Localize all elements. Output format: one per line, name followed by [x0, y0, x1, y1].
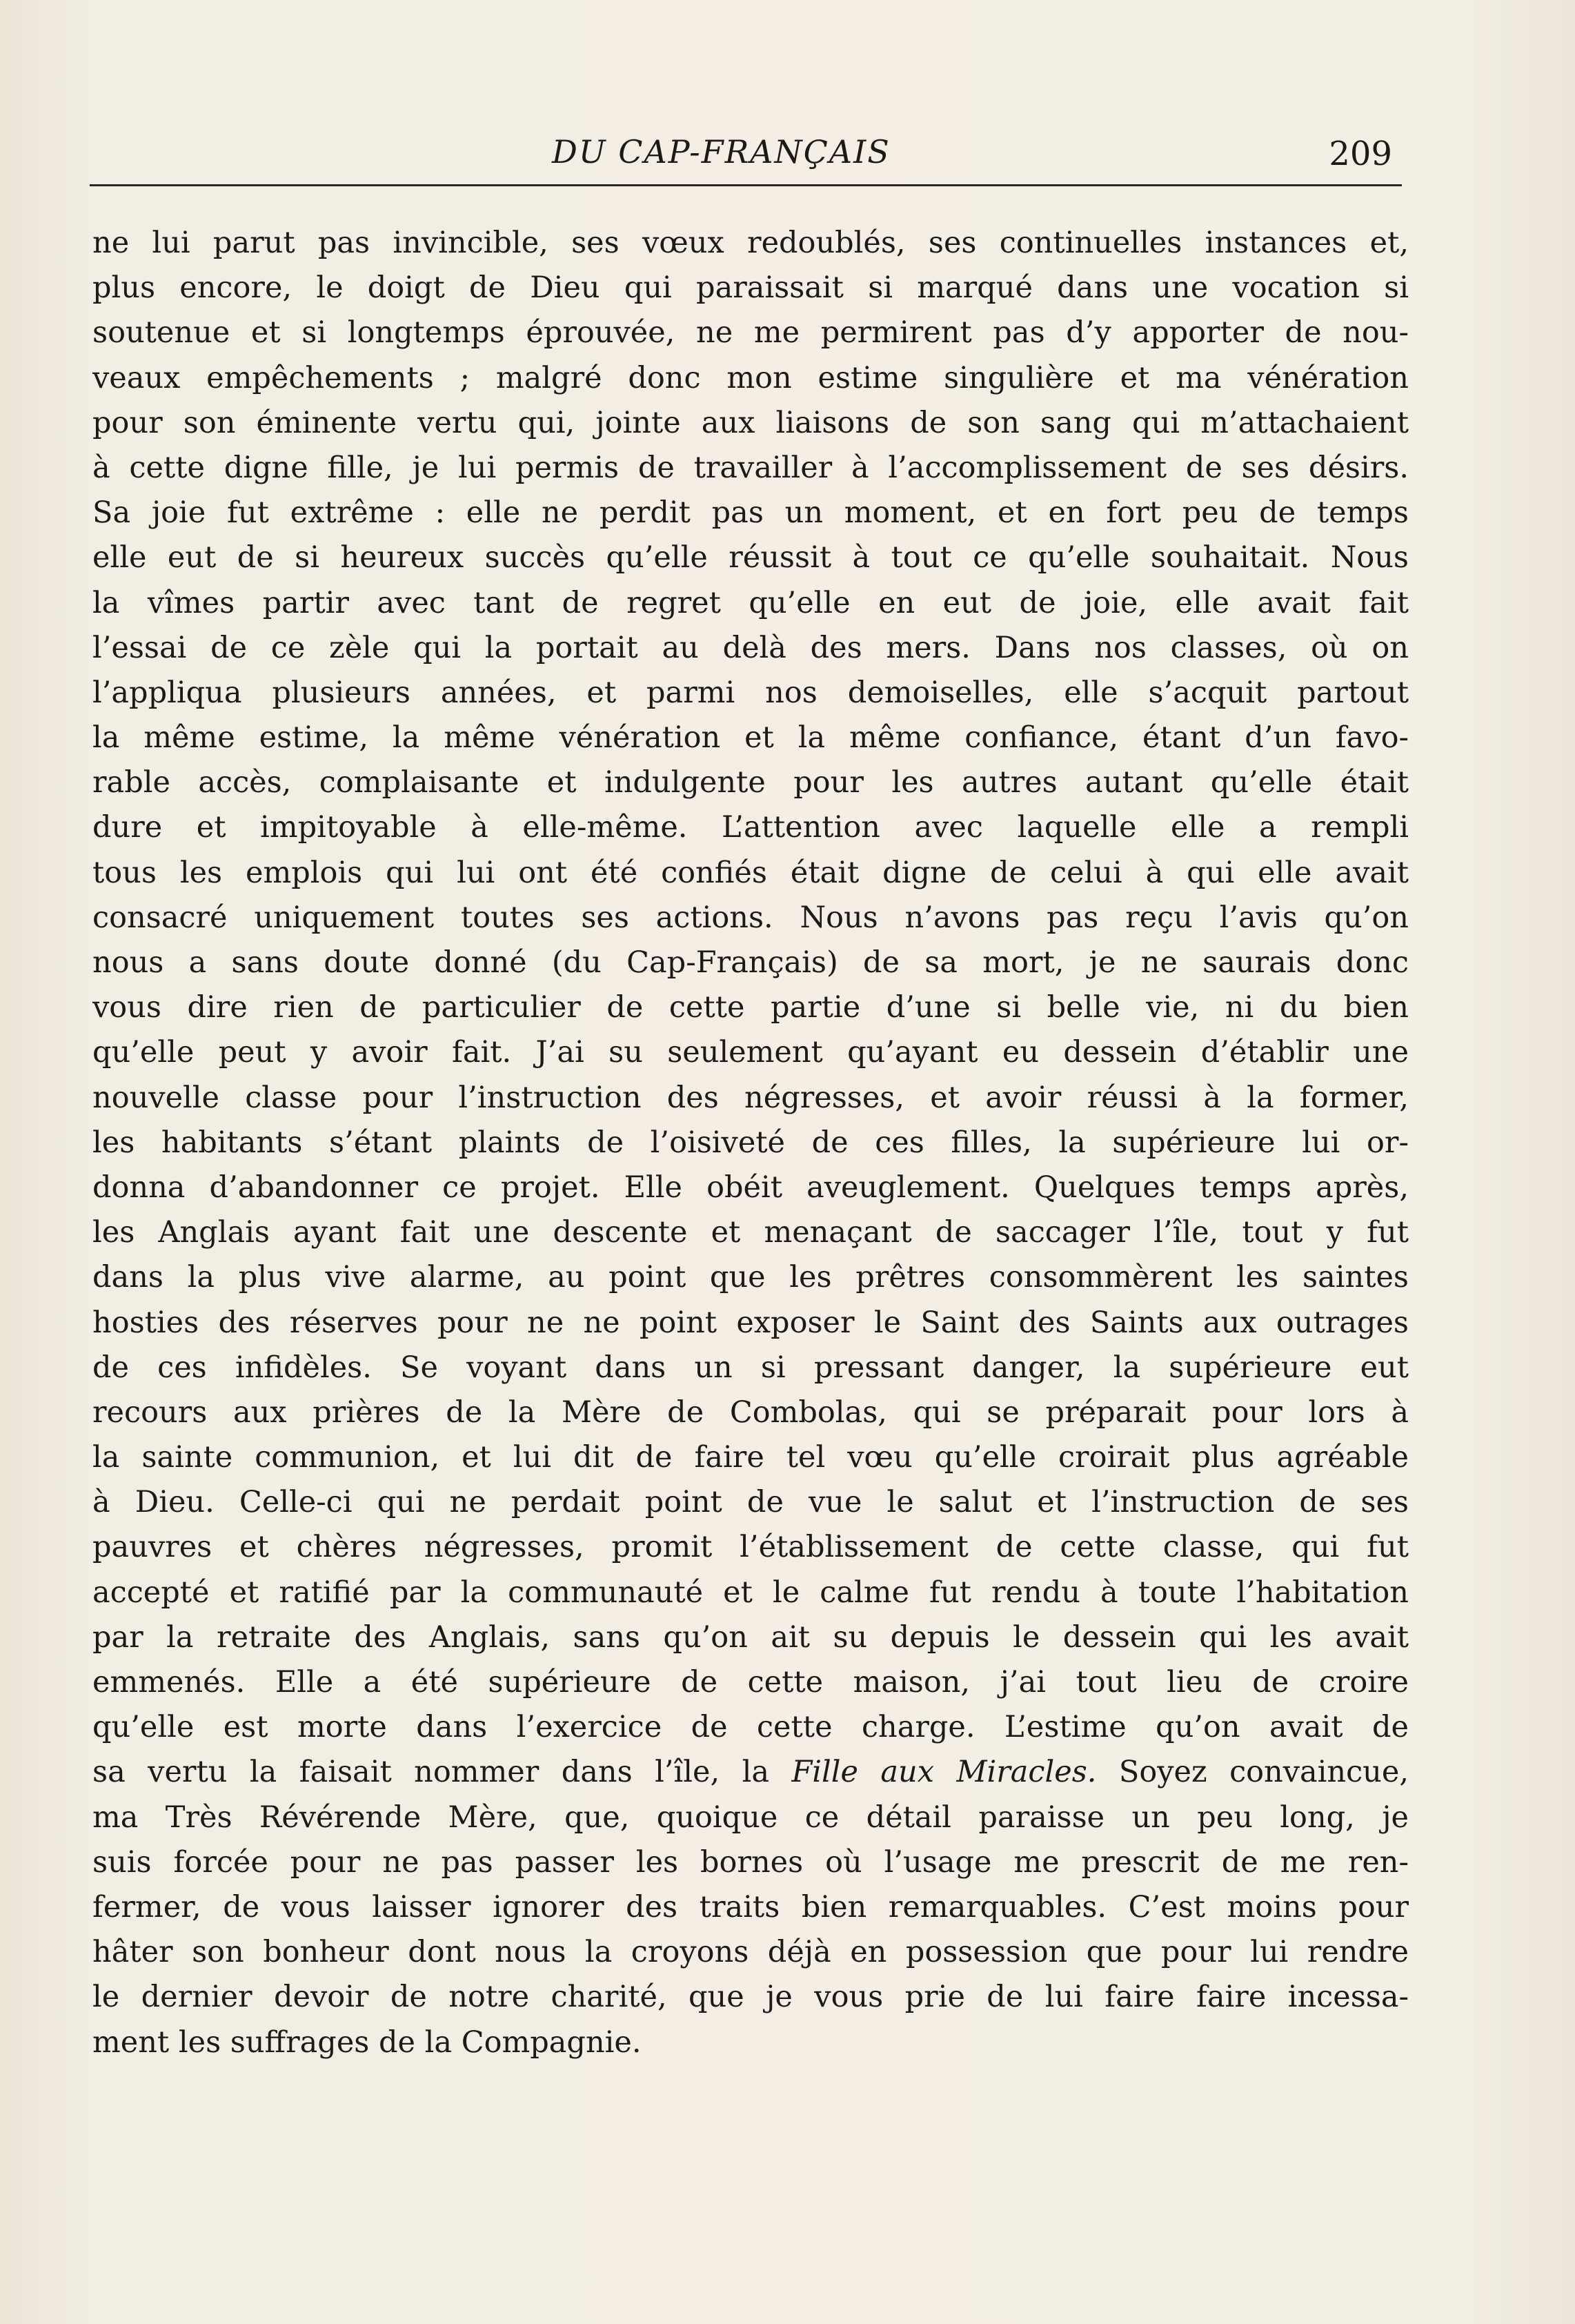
text-line: veaux empêchements ; malgré donc mon estime singulière et ma vénération: [92, 360, 1409, 395]
text-line: soutenue et si longtemps éprouvée, ne me permirent pas d’y apporter de nou-: [92, 315, 1409, 351]
running-header: [90, 128, 1402, 186]
text-line: donna d’abandonner ce projet. Elle obéit aveuglement. Quelques temps après,: [92, 1170, 1409, 1205]
text-line: le dernier devoir de notre charité, que je vous prie de lui faire faire incessa-: [92, 1980, 1409, 2015]
text-run: sa vertu la faisait nommer dans l’île, la: [92, 1755, 792, 1790]
text-line: ne lui parut pas invincible, ses vœux redoublés, ses continuelles instances et,: [92, 226, 1409, 260]
text-line: accepté et ratifié par la communauté et le calme fut rendu à toute l’habitation: [92, 1575, 1409, 1610]
text-line: elle eut de si heureux succès qu’elle réussit à tout ce qu’elle souhaitait. Nous: [92, 540, 1409, 575]
body-text: [92, 221, 1409, 2065]
text-line: qu’elle peut y avoir fait. J’ai su seulement qu’ayant eu dessein d’établir une: [92, 1035, 1409, 1070]
text-line: l’appliqua plusieurs années, et parmi nos demoiselles, elle s’acquit partout: [92, 675, 1409, 710]
text-line: qu’elle est morte dans l’exercice de cette charge. L’estime qu’on avait de: [92, 1710, 1409, 1745]
text-line: de ces infidèles. Se voyant dans un si pressant danger, la supérieure eut: [92, 1350, 1409, 1385]
text-line: par la retraite des Anglais, sans qu’on ait su depuis le dessein qui les avait: [92, 1619, 1409, 1655]
text-line: la même estime, la même vénération et la même confiance, étant d’un favo-: [92, 720, 1409, 756]
text-line: la sainte communion, et lui dit de faire tel vœu qu’elle croirait plus agréable: [92, 1440, 1409, 1475]
text-line: l’essai de ce zèle qui la portait au delà des mers. Dans nos classes, où on: [92, 630, 1409, 665]
text-line: vous dire rien de particulier de cette partie d’une si belle vie, ni du bien: [92, 990, 1409, 1025]
text-line: ma Très Révérende Mère, que, quoique ce détail paraisse un peu long, je: [92, 1800, 1409, 1835]
text-line: hâter son bonheur dont nous la croyons déjà en possession que pour lui rendre: [92, 1935, 1409, 1970]
text-line: Sa joie fut extrême : elle ne perdit pas un moment, et en fort peu de temps: [92, 495, 1409, 531]
text-line: dure et impitoyable à elle-même. L’attention avec laquelle elle a rempli: [92, 810, 1409, 845]
text-line: les Anglais ayant fait une descente et menaçant de saccager l’île, tout y fut: [92, 1215, 1409, 1250]
text-line: suis forcée pour ne pas passer les bornes où l’usage me prescrit de me ren-: [92, 1844, 1409, 1880]
text-line: nous a sans doute donné (du Cap-Français) de sa mort, je ne saurais donc: [92, 945, 1409, 980]
text-line: à cette digne fille, je lui permis de travailler à l’accomplissement de ses désirs.: [92, 450, 1409, 485]
text-line: fermer, de vous laisser ignorer des traits bien remarquables. C’est moins pour: [92, 1889, 1409, 1924]
text-line: nouvelle classe pour l’instruction des négresses, et avoir réussi à la former,: [92, 1080, 1409, 1115]
text-line: dans la plus vive alarme, au point que les prêtres consommèrent les saintes: [92, 1260, 1409, 1295]
text-line: les habitants s’étant plaints de l’oisiveté de ces filles, la supérieure lui or-: [92, 1125, 1409, 1160]
page-number: 209: [1329, 135, 1392, 173]
text-run: Soyez convaincue,: [1096, 1755, 1409, 1790]
text-line: recours aux prières de la Mère de Combolas, qui se préparait pour lors à: [92, 1395, 1409, 1430]
text-line: ment les suffrages de la Compagnie.: [92, 2025, 642, 2060]
text-line: consacré uniquement toutes ses actions. Nous n’avons pas reçu l’avis qu’on: [92, 900, 1409, 935]
text-line: rable accès, complaisante et indulgente pour les autres autant qu’elle était: [92, 765, 1409, 800]
running-title: DU CAP-FRANÇAIS: [552, 133, 891, 170]
text-line: hosties des réserves pour ne ne point exposer le Saint des Saints aux outrages: [92, 1305, 1409, 1340]
text-line: pauvres et chères négresses, promit l’établissement de cette classe, qui fut: [92, 1530, 1409, 1565]
text-line: tous les emplois qui lui ont été confiés était digne de celui à qui elle avait: [92, 855, 1409, 890]
text-line: la vîmes partir avec tant de regret qu’elle en eut de joie, elle avait fait: [92, 585, 1409, 620]
text-line: emmenés. Elle a été supérieure de cette maison, j’ai tout lieu de croire: [92, 1665, 1409, 1700]
text-line: pour son éminente vertu qui, jointe aux liaisons de son sang qui m’attachaient: [92, 405, 1409, 440]
text-line: à Dieu. Celle-ci qui ne perdait point de vue le salut et l’instruction de ses: [92, 1485, 1409, 1520]
text-line-with-italic: [92, 1750, 1409, 1795]
text-line: plus encore, le doigt de Dieu qui paraissait si marqué dans une vocation si: [92, 270, 1409, 306]
italic-title: Fille aux Miracles.: [791, 1755, 1097, 1790]
